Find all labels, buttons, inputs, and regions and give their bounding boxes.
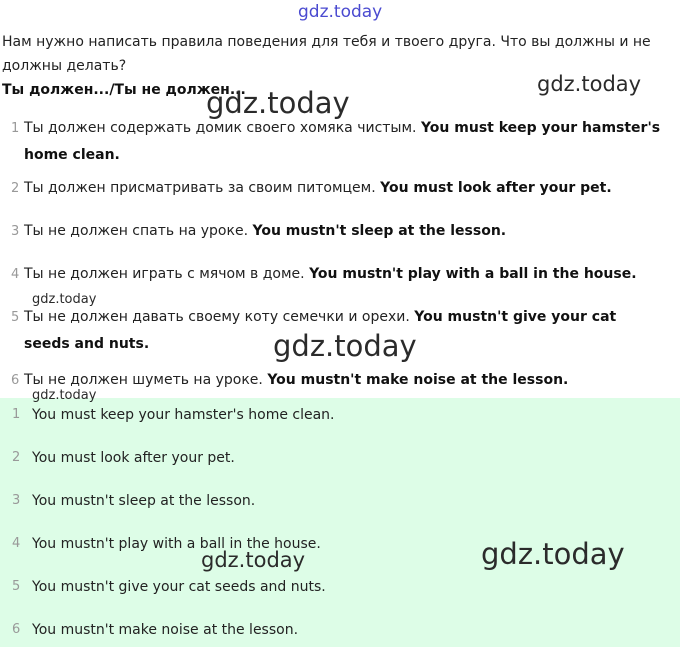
- watermark: gdz.today: [32, 388, 97, 403]
- answer-number: 3: [12, 493, 21, 508]
- answer-block: [0, 398, 680, 647]
- list-item: [11, 175, 664, 202]
- list-item: [11, 218, 664, 245]
- answer-text: You mustn't sleep at the lesson.: [32, 493, 256, 509]
- answer-number: 5: [12, 579, 21, 594]
- answer-number: 6: [12, 622, 21, 637]
- watermark: gdz.today: [537, 72, 642, 96]
- watermark: gdz.today: [481, 537, 625, 571]
- answer-text: You mustn't give your cat seeds and nuts.: [32, 579, 326, 595]
- item-russian: Ты не должен шуметь на уроке.: [24, 372, 263, 388]
- list-item: [11, 367, 664, 394]
- item-english: You must look after your pet.: [380, 180, 612, 196]
- watermark: gdz.today: [206, 86, 350, 120]
- watermark: gdz.today: [32, 292, 97, 307]
- task-subheading: Ты должен.../Ты не должен...: [2, 82, 246, 98]
- answer-text: You must look after your pet.: [32, 450, 235, 466]
- item-number: 3: [11, 224, 20, 239]
- item-english: You mustn't make noise at the lesson.: [267, 372, 569, 388]
- item-english: You mustn't sleep at the lesson.: [252, 223, 507, 239]
- item-number: 6: [11, 373, 20, 388]
- answer-item: [12, 620, 299, 640]
- item-english: You must keep your hamster's home clean.: [24, 120, 661, 163]
- answer-item: [12, 577, 326, 597]
- answer-number: 1: [12, 407, 21, 422]
- item-english: You mustn't give your cat seeds and nuts.: [24, 309, 617, 352]
- item-russian: Ты не должен давать своему коту семечки и орехи.: [24, 309, 410, 325]
- answer-item: [12, 405, 335, 425]
- item-russian: Ты не должен спать на уроке.: [24, 223, 249, 239]
- watermark: gdz.today: [298, 2, 383, 22]
- answer-item: [12, 491, 256, 511]
- answer-number: 4: [12, 536, 21, 551]
- answer-item: [12, 448, 235, 468]
- item-russian: Ты не должен играть с мячом в доме.: [24, 266, 305, 282]
- list-item: [11, 115, 664, 169]
- answer-text: You must keep your hamster's home clean.: [32, 407, 335, 423]
- item-english: You mustn't play with a ball in the house.: [309, 266, 637, 282]
- item-number: 1: [11, 121, 20, 136]
- item-number: 5: [11, 310, 20, 325]
- answer-text: You mustn't play with a ball in the house.: [32, 536, 321, 552]
- task-instruction: Нам нужно написать правила поведения для тебя и твоего друга. Что вы должны и не должны делать?: [2, 34, 651, 74]
- item-number: 2: [11, 181, 20, 196]
- item-russian: Ты должен присматривать за своим питомцем.: [24, 180, 376, 196]
- item-russian: Ты должен содержать домик своего хомяка чистым.: [24, 120, 417, 136]
- watermark: gdz.today: [273, 329, 417, 363]
- watermark: gdz.today: [201, 548, 306, 572]
- answer-text: You mustn't make noise at the lesson.: [32, 622, 299, 638]
- answer-number: 2: [12, 450, 21, 465]
- list-item: [11, 261, 664, 288]
- item-number: 4: [11, 267, 20, 282]
